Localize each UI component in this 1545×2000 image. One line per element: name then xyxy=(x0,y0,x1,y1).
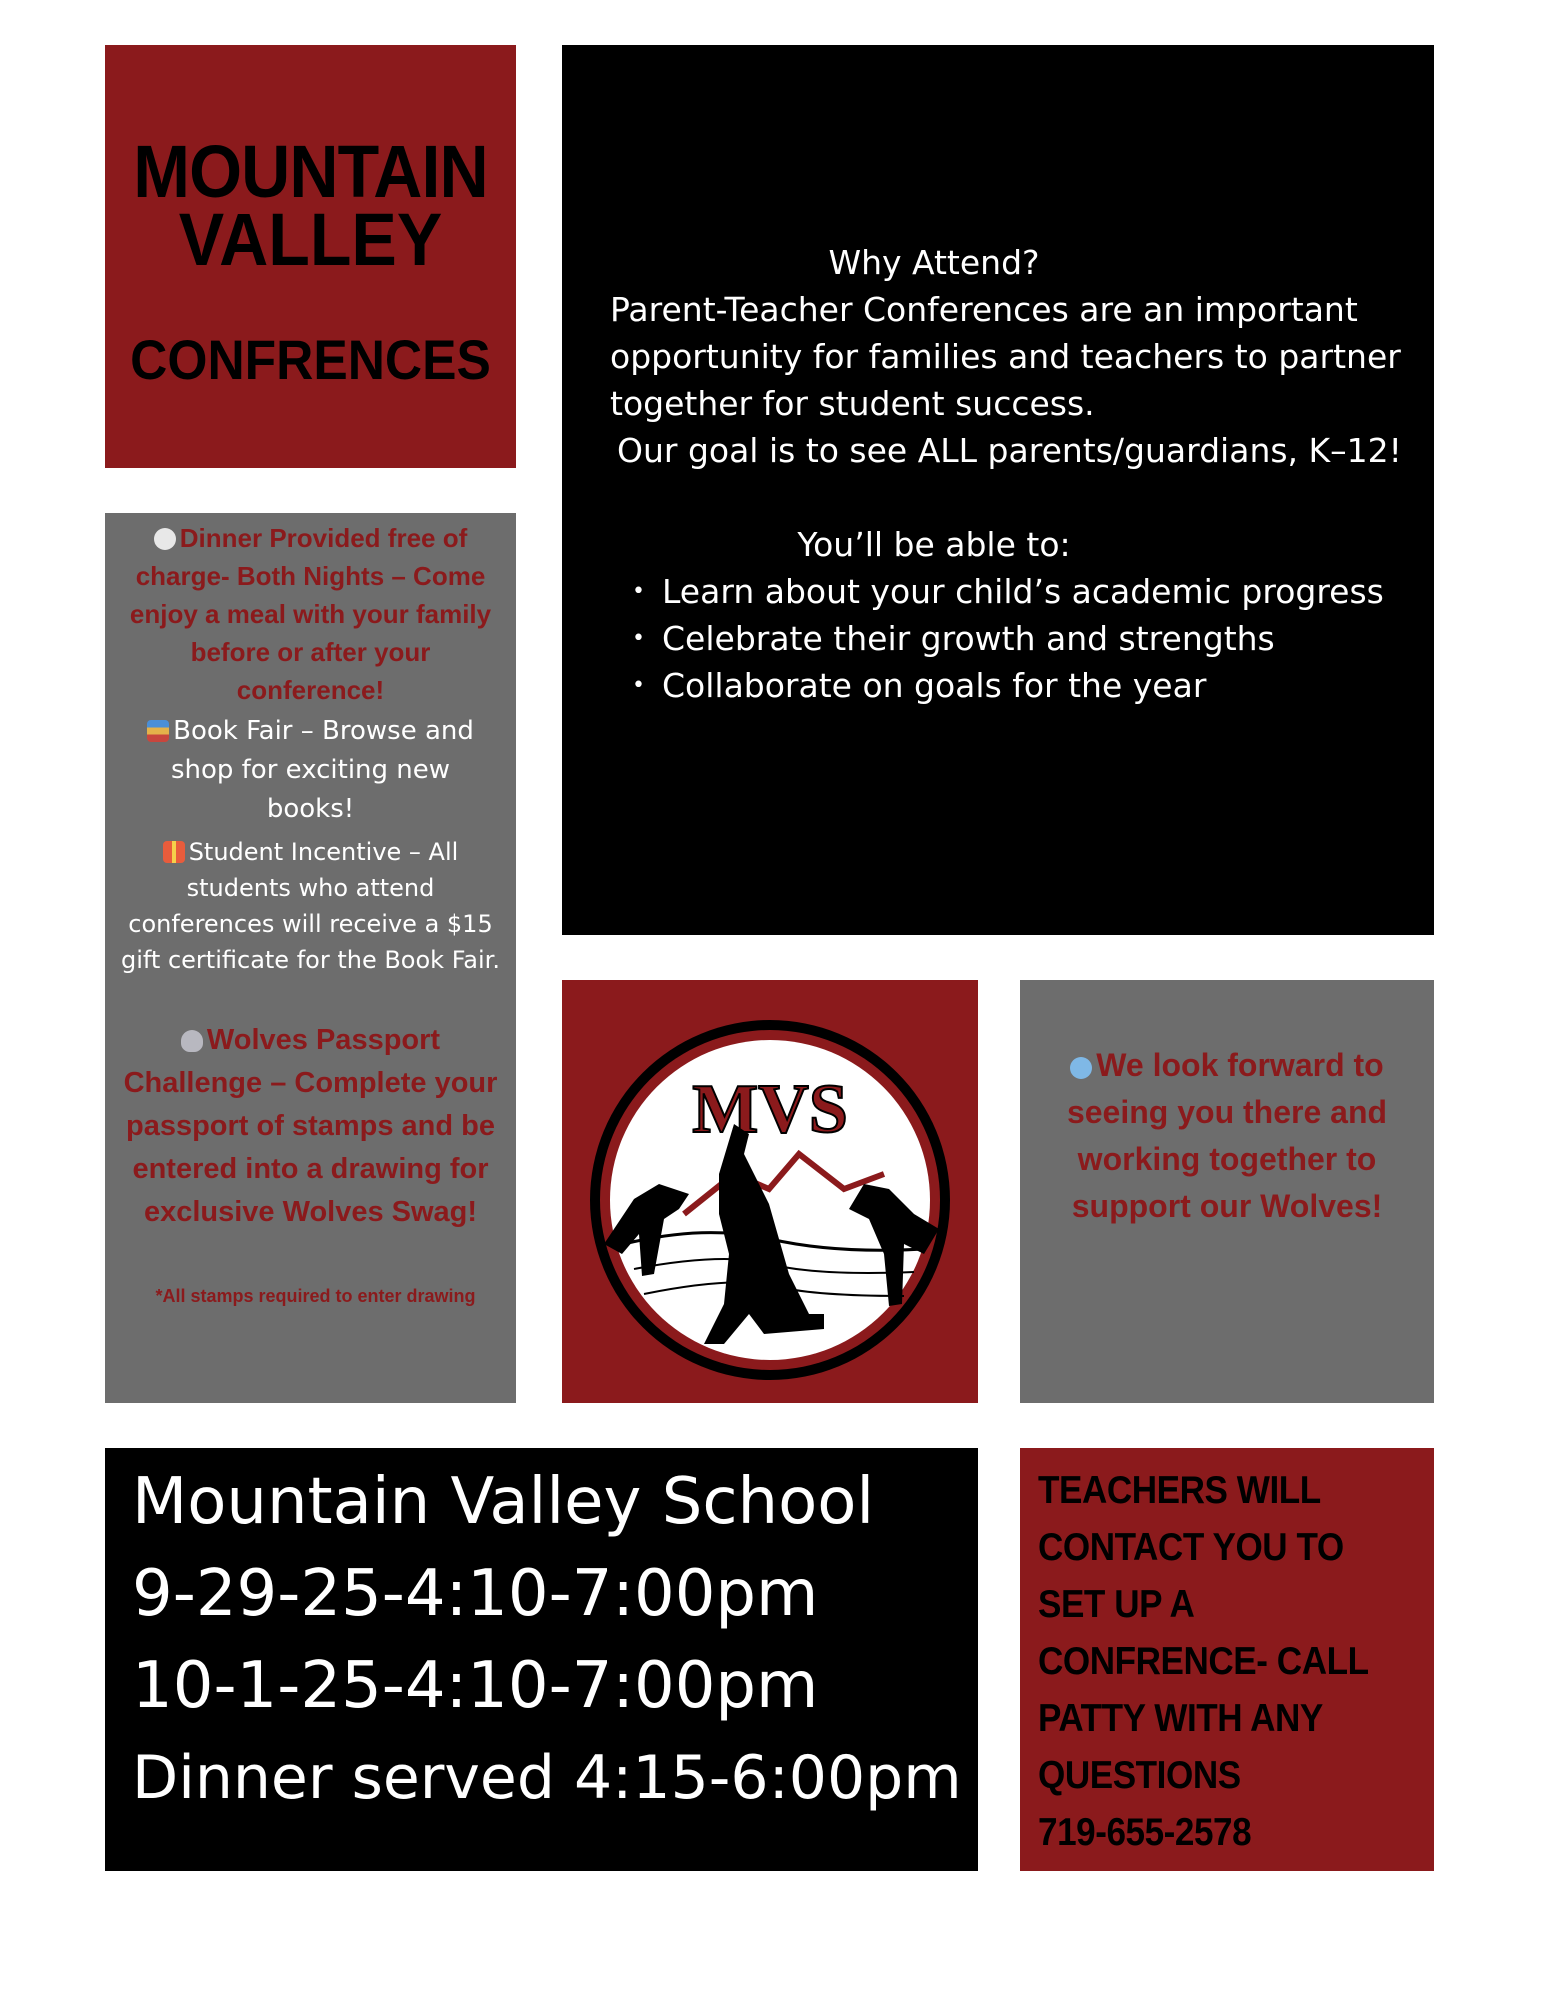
why-attend-heading: Why Attend? xyxy=(828,243,1040,282)
dinner-time: Dinner served 4:15-6:00pm xyxy=(132,1743,962,1813)
title-panel xyxy=(105,45,516,468)
phone-number: 719-655-2578 xyxy=(1038,1811,1252,1854)
benefit-item: • Learn about your child’s academic progress xyxy=(662,568,1384,615)
gift-icon xyxy=(163,841,185,863)
contact-line: CONTACT YOU TO xyxy=(1038,1526,1344,1569)
title-line-1: MOUNTAIN xyxy=(133,130,488,213)
dinner-info xyxy=(125,519,496,709)
logo-panel xyxy=(562,980,978,1403)
logo-text: MVS xyxy=(692,1071,848,1148)
teachers-contact-panel xyxy=(1020,1448,1434,1871)
benefit-item: • Celebrate their growth and strengths xyxy=(662,615,1384,662)
stamps-note: *All stamps required to enter drawing xyxy=(155,1286,476,1306)
contact-line: PATTY WITH ANY xyxy=(1038,1697,1323,1740)
look-forward-text: We look forward to seeing you there and working together to support our Wolves! xyxy=(1066,1047,1388,1224)
title-line-3: CONFRENCES xyxy=(130,328,491,391)
book-fair-text: Book Fair – Browse and shop for exciting new books! xyxy=(170,716,474,824)
mvs-wolves-logo xyxy=(584,1014,956,1386)
dinner-text: Dinner Provided free of charge- Both Nights – Come enjoy a meal with your family before or after your conference! xyxy=(129,523,492,705)
schedule-panel xyxy=(105,1448,978,1871)
look-forward-message xyxy=(1042,1042,1412,1230)
books-icon xyxy=(147,720,169,742)
contact-line: QUESTIONS xyxy=(1038,1754,1241,1797)
contact-line: TEACHERS WILL xyxy=(1038,1469,1321,1512)
contact-line: SET UP A xyxy=(1038,1583,1195,1626)
date-night-2: 10-1-25-4:10-7:00pm xyxy=(132,1649,819,1723)
event-info-panel xyxy=(105,513,516,1403)
able-to-heading: You’ll be able to: xyxy=(797,525,1071,564)
contact-line: CONFRENCE- CALL xyxy=(1038,1640,1369,1683)
student-incentive-info xyxy=(113,834,508,978)
book-fair-info xyxy=(125,712,496,829)
why-attend-paragraph: Parent-Teacher Conferences are an important opportunity for families and teachers to partner together for student success. xyxy=(610,290,1401,423)
school-name: Mountain Valley School xyxy=(132,1465,875,1539)
passport-text: Wolves Passport Challenge – Complete your passport of stamps and be entered into a drawing for exclusive Wolves Swag! xyxy=(123,1024,498,1228)
look-forward-panel xyxy=(1020,980,1434,1403)
incentive-text: Student Incentive – All students who attend conferences will receive a $15 gift certificate for the Book Fair. xyxy=(121,838,500,974)
wolf-icon xyxy=(181,1030,203,1052)
benefits-list xyxy=(610,568,1384,709)
goal-statement: Our goal is to see ALL parents/guardians, K–12! xyxy=(617,431,1402,470)
why-attend-panel xyxy=(562,45,1434,935)
passport-challenge-info xyxy=(123,1019,498,1234)
benefit-item: • Collaborate on goals for the year xyxy=(662,662,1384,709)
speech-bubble-icon xyxy=(1070,1057,1092,1079)
title-line-2: VALLEY xyxy=(178,198,443,281)
date-night-1: 9-29-25-4:10-7:00pm xyxy=(132,1557,819,1631)
plate-icon xyxy=(154,528,176,550)
